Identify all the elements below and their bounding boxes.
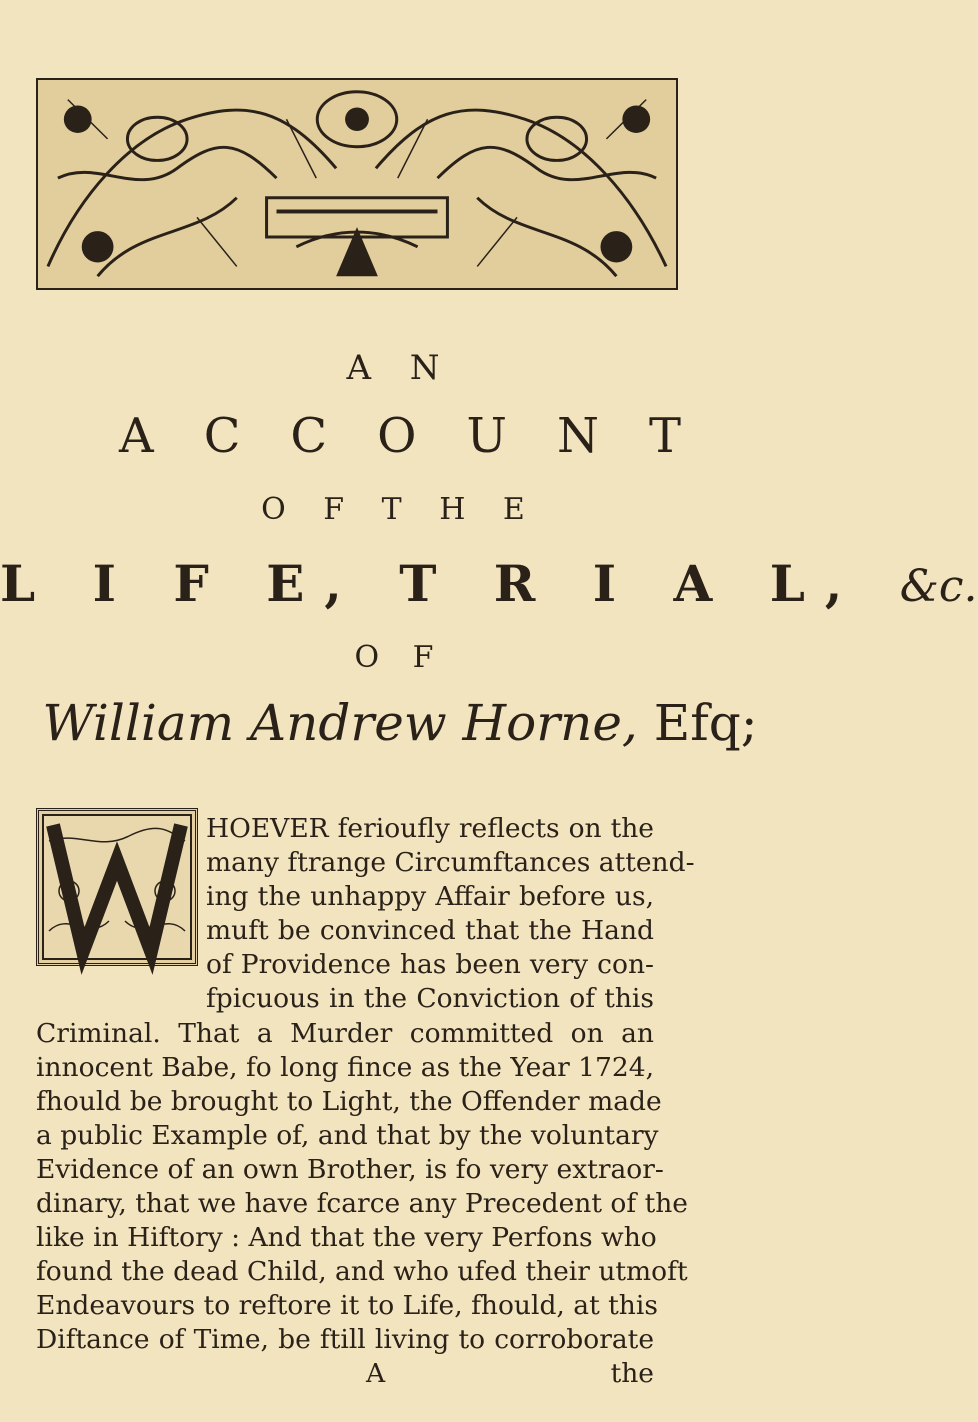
text-line: many ftrange Circumftances attend- <box>206 847 695 878</box>
text-line: a public Example of, and that by the voluntary <box>36 1120 659 1151</box>
subject-name-italic: William Andrew Horne, <box>42 694 638 752</box>
text-line: innocent Babe, fo long fince as the Year 1724, <box>36 1052 655 1083</box>
decorated-initial-w <box>36 808 198 966</box>
text-line: dinary, that we have fcarce any Precedent of the <box>36 1188 688 1219</box>
text-line: Criminal. That a Murder committed on an <box>36 1018 654 1049</box>
text-line: fpicuous in the Conviction of this <box>206 983 654 1014</box>
text-line: Endeavours to reftore it to Life, fhould, at this <box>36 1290 658 1321</box>
title-life-trial-text: L I F E, T R I A L, <box>0 554 863 613</box>
text-line: HOEVER ferioufly reflects on the <box>206 813 654 844</box>
text-line: fhould be brought to Light, the Offender made <box>36 1086 662 1117</box>
text-line: Evidence of an own Brother, is fo very extraor- <box>36 1154 664 1185</box>
page-footer <box>36 1357 654 1391</box>
ornamental-headpiece <box>36 78 678 290</box>
title-account: ACCOUNT <box>119 408 731 464</box>
subject-name <box>0 694 800 752</box>
text-line: ing the unhappy Affair before us, <box>206 881 654 912</box>
title-an: A N <box>346 348 454 388</box>
text-line: muft be convinced that the Hand <box>206 915 654 946</box>
title-life-trial <box>0 554 978 613</box>
text-line: found the dead Child, and who ufed their utmoft <box>36 1256 688 1287</box>
title-of-the: O F T H E <box>261 492 539 527</box>
text-line: like in Hiftory : And that the very Perfons who <box>36 1222 657 1253</box>
catchword: the <box>610 1358 654 1389</box>
title-etc: &c. <box>899 561 978 612</box>
text-line: of Providence has been very con- <box>206 949 654 980</box>
subject-name-suffix: Efq; <box>637 694 758 752</box>
text-line: Diftance of Time, be ftill living to corroborate <box>36 1324 654 1355</box>
signature-mark: A <box>366 1358 386 1389</box>
title-of: O F <box>354 640 446 675</box>
